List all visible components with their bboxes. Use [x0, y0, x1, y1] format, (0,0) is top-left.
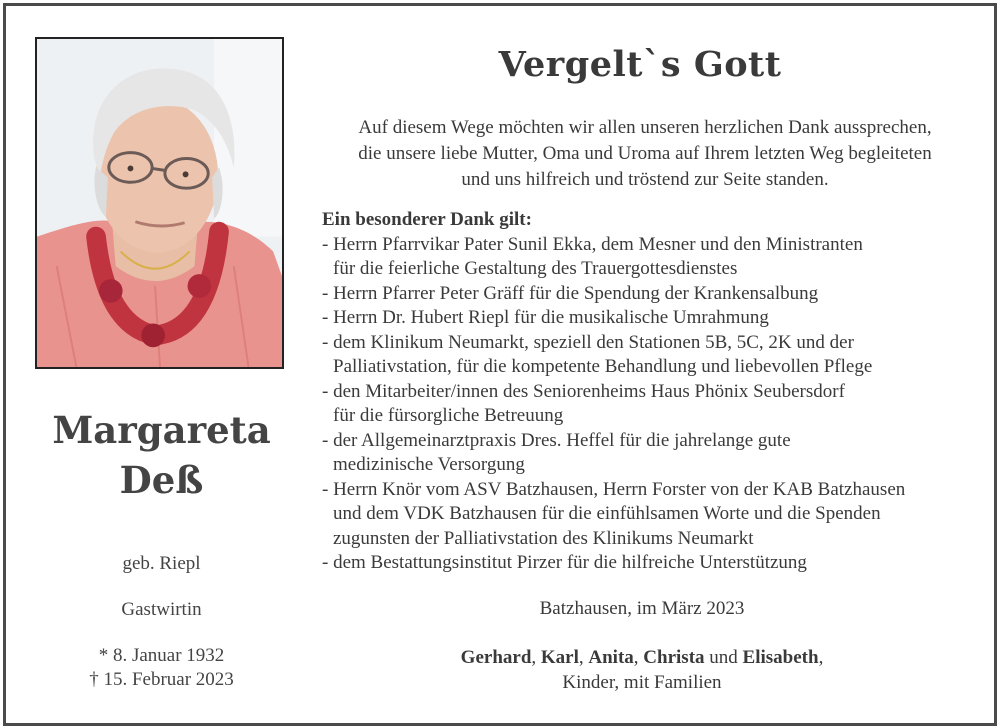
- signature-separator: und: [704, 647, 743, 668]
- thanks-line: - Herrn Pfarrer Peter Gräff für die Spendung der Krankensalbung: [322, 282, 819, 304]
- intro-line: Auf diesem Wege möchten wir allen unseren herzlichen Dank aussprechen,: [358, 117, 932, 138]
- birth-date: * 8. Januar 1932: [98, 645, 225, 666]
- thanks-list: [322, 208, 982, 576]
- signature-separator: ,: [578, 647, 589, 668]
- signature-name: Karl: [540, 647, 579, 668]
- thanks-line: für die feierliche Gestaltung des Trauergottesdienstes: [333, 258, 738, 279]
- thanks-line: medizinische Versorgung: [333, 454, 525, 475]
- thanks-line: Palliativstation, für die kompetente Behandlung und liebevollen Pflege: [333, 356, 873, 377]
- signature-name: Christa: [643, 647, 705, 668]
- signature-relation: Kinder, mit Familien: [562, 672, 722, 693]
- thanks-line: zugunsten der Palliativstation des Klinikums Neumarkt: [333, 527, 754, 549]
- intro-text: [310, 115, 980, 193]
- signature-name: Elisabeth: [742, 647, 819, 668]
- deceased-first-name: Margareta: [52, 408, 271, 452]
- thanks-line: - den Mitarbeiter/innen des Seniorenheims Haus Phönix Seubersdorf: [322, 380, 845, 402]
- intro-line: und uns hilfreich und tröstend zur Seite standen.: [461, 169, 829, 190]
- death-date: † 15. Februar 2023: [89, 669, 234, 690]
- intro-line: die unsere liebe Mutter, Oma und Uroma auf Ihrem letzten Weg begleiteten: [358, 143, 932, 164]
- thanks-line: - der Allgemeinarztpraxis Dres. Heffel für die jahrelange gute: [322, 429, 791, 451]
- signature-name: Gerhard: [460, 647, 532, 668]
- signature-name: Anita: [588, 647, 634, 668]
- signature-separator: ,: [818, 647, 824, 668]
- thanks-line: - Herrn Pfarrvikar Pater Sunil Ekka, dem Mesner und den Ministranten: [322, 233, 863, 255]
- thanks-line: - Herrn Knör vom ASV Batzhausen, Herrn Forster von der KAB Batzhausen: [322, 478, 906, 500]
- portrait-image: [37, 39, 282, 367]
- portrait-photo: [35, 37, 284, 369]
- thanks-line: für die fürsorgliche Betreuung: [333, 405, 564, 426]
- place-date: Batzhausen, im März 2023: [539, 598, 745, 619]
- signature-names: [290, 647, 994, 669]
- birth-name: geb. Riepl: [122, 553, 201, 574]
- notice-title: Vergelt`s Gott: [498, 44, 782, 85]
- thanks-line: und dem VDK Batzhausen für die einfühlsamen Worte und die Spenden: [333, 503, 881, 524]
- thanks-line: - dem Klinikum Neumarkt, speziell den Stationen 5B, 5C, 2K und der: [322, 331, 854, 353]
- deceased-last-name: Deß: [119, 458, 204, 502]
- occupation: Gastwirtin: [121, 599, 202, 620]
- signature-separator: ,: [633, 647, 644, 668]
- thanks-line: - dem Bestattungsinstitut Pirzer für die hilfreiche Unterstützung: [322, 552, 807, 573]
- thanks-heading: Ein besonderer Dank gilt:: [322, 209, 532, 230]
- thanks-line: - Herrn Dr. Hubert Riepl für die musikalische Umrahmung: [322, 307, 769, 328]
- signature-separator: ,: [531, 647, 541, 668]
